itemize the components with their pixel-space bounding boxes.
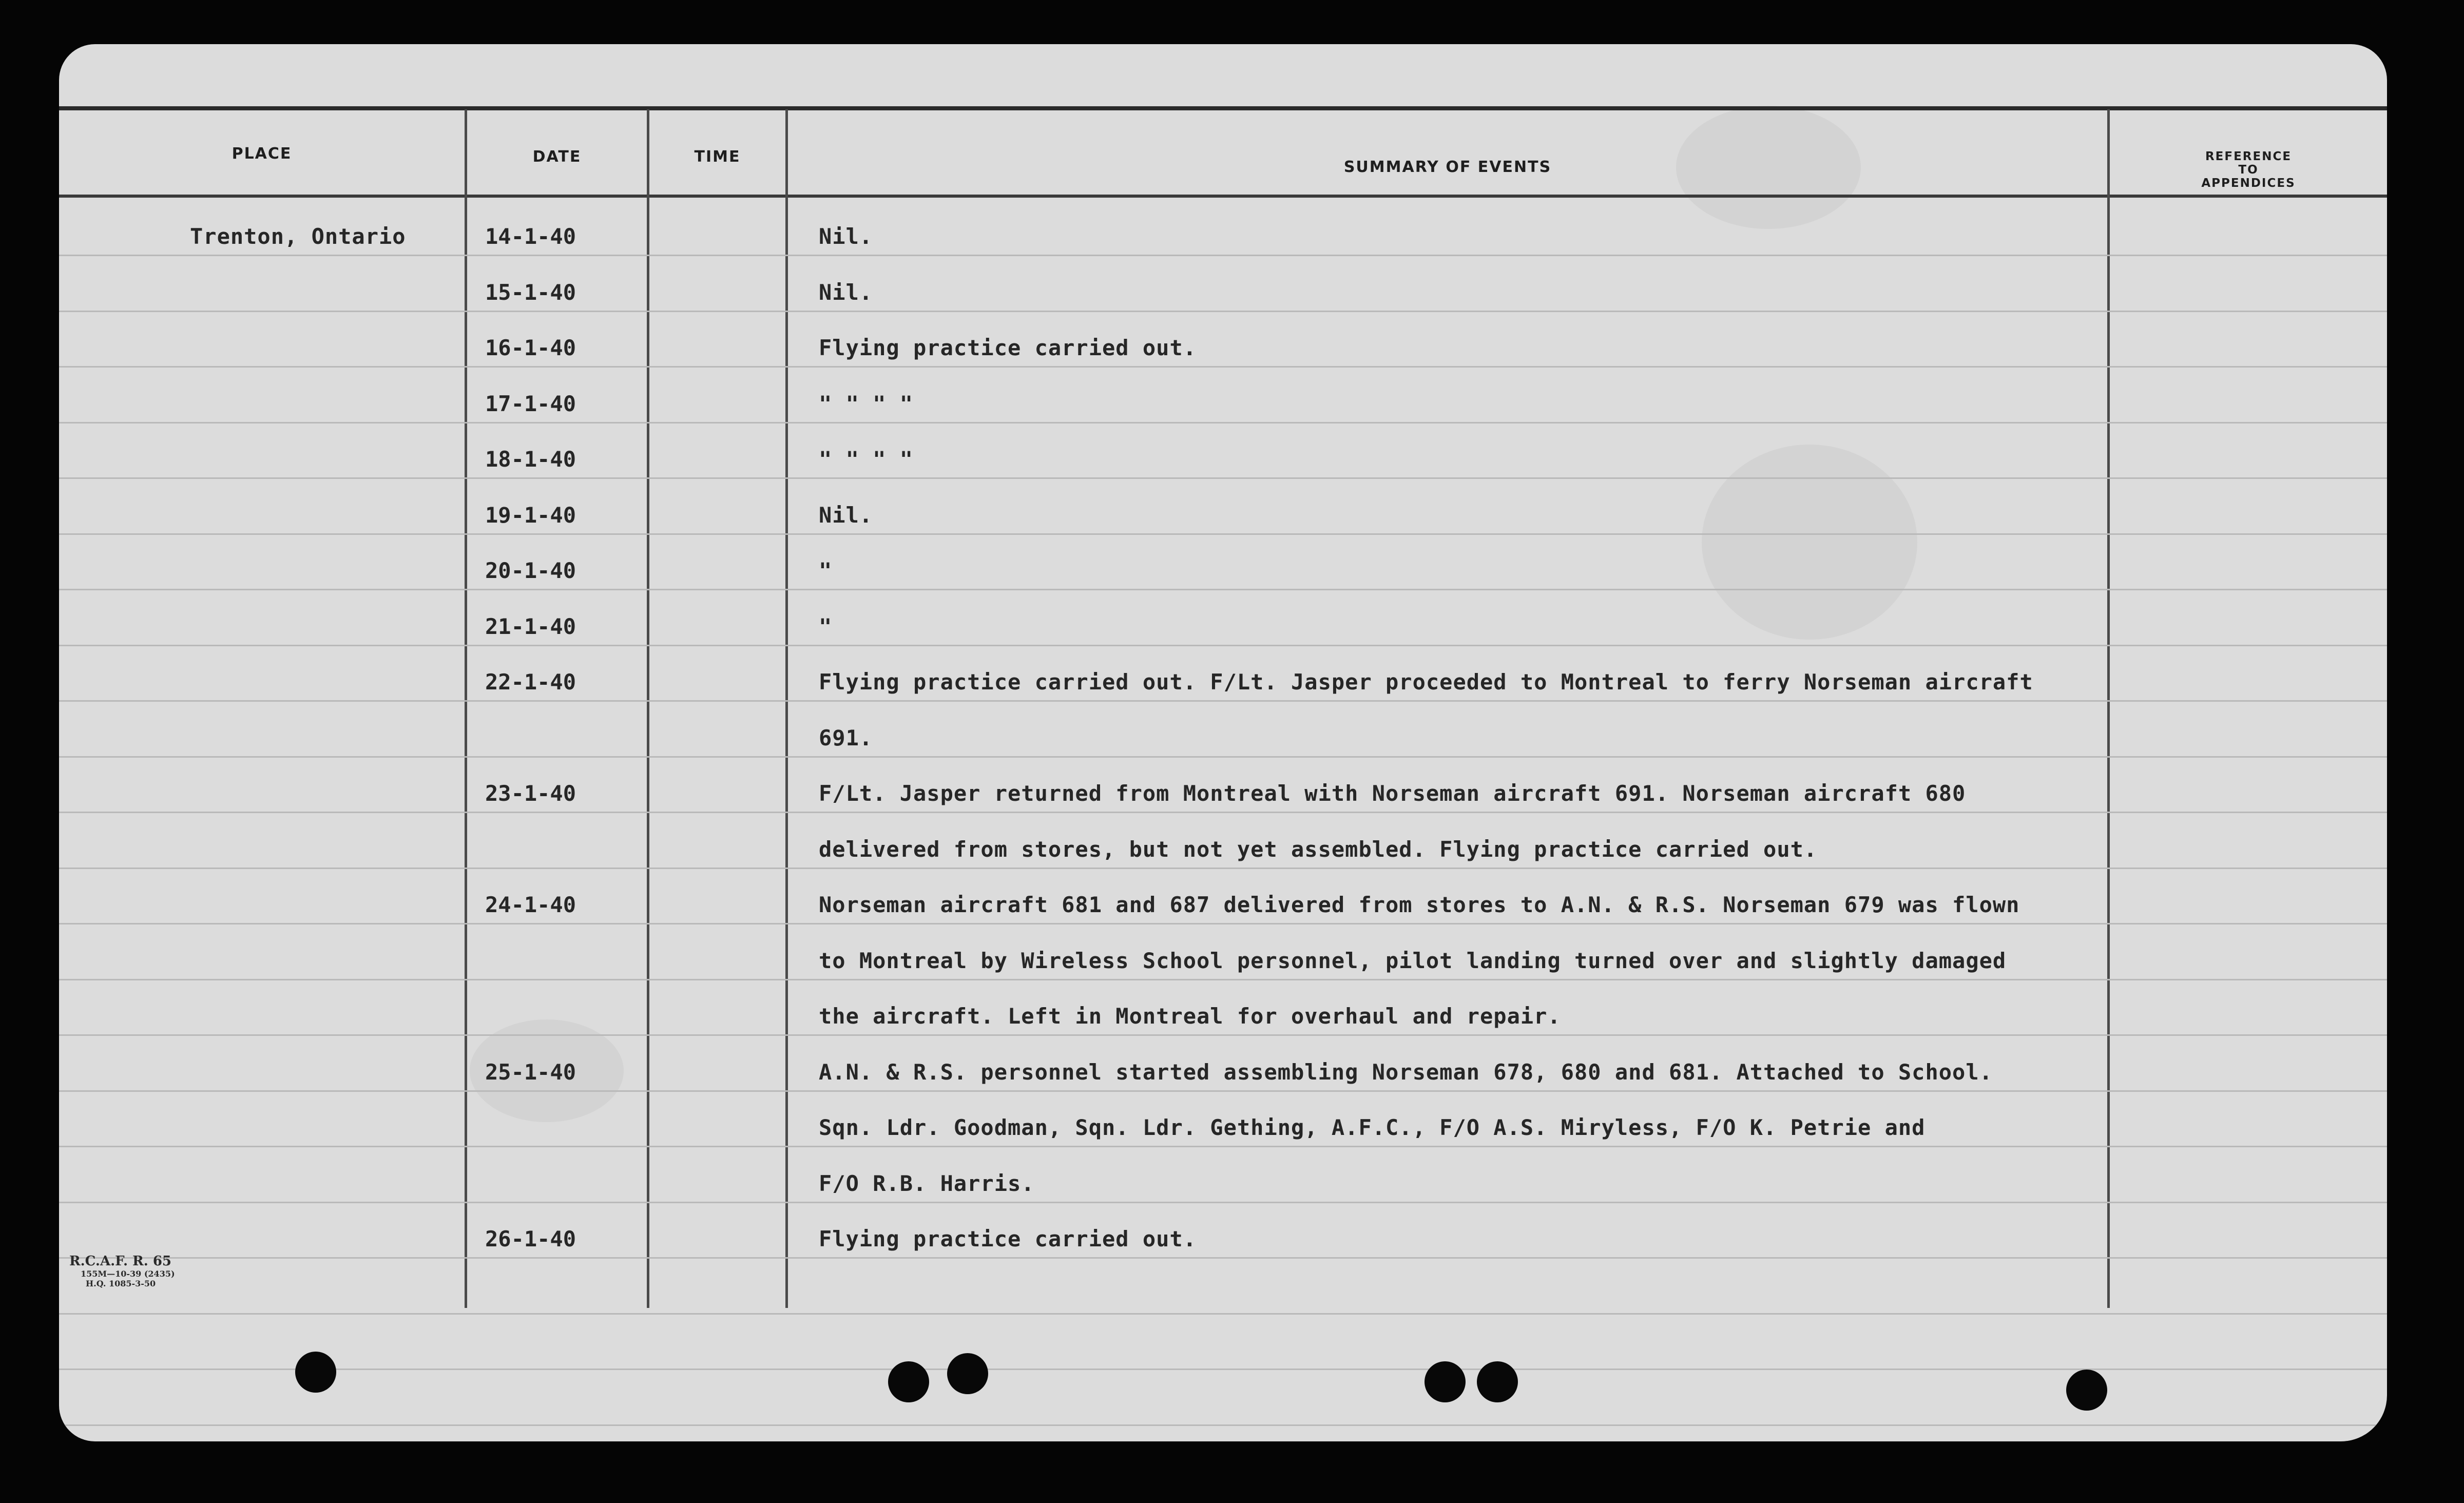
entry-text-line: 691.: [819, 725, 873, 750]
entry-text-line: Nil.: [819, 280, 873, 305]
ruled-line: [59, 477, 2387, 479]
ruled-line: [59, 1034, 2387, 1036]
binder-hole: [947, 1353, 988, 1394]
entry-date: 25-1-40: [485, 1059, 576, 1085]
entry-date: 18-1-40: [485, 447, 576, 472]
ruled-line: [59, 1369, 2387, 1370]
entry-date: 24-1-40: [485, 892, 576, 917]
operations-record-card: [59, 44, 2387, 1441]
ruled-line: [59, 868, 2387, 869]
place-value: Trenton, Ontario: [190, 224, 406, 249]
entry-date: 26-1-40: [485, 1226, 576, 1251]
ruled-line: [59, 979, 2387, 980]
entry-text-line: " " " ": [819, 391, 914, 416]
ruled-line: [59, 533, 2387, 535]
ruled-line: [59, 645, 2387, 646]
ruled-line: [59, 812, 2387, 813]
entry-date: 19-1-40: [485, 503, 576, 528]
form-id-line: H.Q. 1085-3-50: [86, 1279, 156, 1288]
entry-text-line: Flying practice carried out.: [819, 335, 1197, 360]
entry-date: 23-1-40: [485, 781, 576, 806]
entry-text-line: A.N. & R.S. personnel started assembling Norseman 678, 680 and 681. Attached to School.: [819, 1059, 1993, 1085]
entry-date: 14-1-40: [485, 224, 576, 249]
column-divider: [465, 109, 467, 1308]
binder-hole: [888, 1361, 929, 1402]
entry-text-line: Nil.: [819, 224, 873, 249]
ruled-line: [59, 589, 2387, 590]
header-reference: [2110, 150, 2387, 190]
ruled-line: [59, 923, 2387, 924]
ruled-line: [59, 255, 2387, 256]
entry-text-line: the aircraft. Left in Montreal for overhaul and repair.: [819, 1004, 1561, 1029]
header-date: DATE: [532, 148, 582, 166]
entry-text-line: to Montreal by Wireless School personnel, pilot landing turned over and slightly damaged: [819, 948, 2007, 973]
form-id-line: 155M—10-39 (2435): [81, 1269, 175, 1279]
binder-hole: [2066, 1370, 2107, 1411]
ruled-line: [59, 1313, 2387, 1315]
binder-hole: [295, 1352, 336, 1393]
ruled-line: [59, 1424, 2387, 1426]
ruled-line: [59, 1090, 2387, 1092]
entry-text-line: F/O R.B. Harris.: [819, 1171, 1035, 1196]
entry-text-line: Flying practice carried out.: [819, 1226, 1197, 1251]
entry-text-line: ": [819, 558, 833, 583]
ruled-line: [59, 1257, 2387, 1259]
entry-text-line: " " " ": [819, 447, 914, 472]
header-reference-line: APPENDICES: [2201, 177, 2296, 190]
binder-hole: [1477, 1361, 1518, 1402]
column-divider: [2107, 109, 2110, 1308]
entry-text-line: Flying practice carried out. F/Lt. Jasper proceeded to Montreal to ferry Norseman aircraft: [819, 669, 2033, 695]
header-bottom-border: [59, 195, 2387, 198]
ruled-line: [59, 756, 2387, 758]
ruled-line: [59, 1202, 2387, 1203]
ruled-line: [59, 422, 2387, 423]
header-reference-line: TO: [2238, 163, 2259, 177]
entry-text-line: Sqn. Ldr. Goodman, Sqn. Ldr. Gething, A.F.C., F/O A.S. Miryless, F/O K. Petrie and: [819, 1115, 1926, 1140]
header-time: TIME: [694, 148, 741, 166]
entry-date: 17-1-40: [485, 391, 576, 416]
header-top-border: [59, 106, 2387, 110]
entry-date: 20-1-40: [485, 558, 576, 583]
ruled-line: [59, 700, 2387, 702]
header-summary: SUMMARY OF EVENTS: [1343, 158, 1552, 176]
ruled-line: [59, 366, 2387, 368]
ruled-line: [59, 1146, 2387, 1147]
entry-text-line: ": [819, 614, 833, 639]
entry-date: 21-1-40: [485, 614, 576, 639]
header-place: PLACE: [232, 145, 292, 163]
entry-date: 15-1-40: [485, 280, 576, 305]
entry-text-line: Nil.: [819, 503, 873, 528]
column-divider: [785, 109, 788, 1308]
entry-date: 16-1-40: [485, 335, 576, 360]
entry-text-line: delivered from stores, but not yet assembled. Flying practice carried out.: [819, 837, 1818, 862]
entry-text-line: F/Lt. Jasper returned from Montreal with Norseman aircraft 691. Norseman aircraft 680: [819, 781, 1966, 806]
form-id-line: R.C.A.F. R. 65: [69, 1254, 172, 1269]
column-divider: [647, 109, 649, 1308]
entry-date: 22-1-40: [485, 669, 576, 695]
header-reference-line: REFERENCE: [2205, 150, 2292, 163]
entry-text-line: Norseman aircraft 681 and 687 delivered from stores to A.N. & R.S. Norseman 679 was flown: [819, 892, 2020, 917]
binder-hole: [1424, 1361, 1466, 1402]
form-id: [69, 1254, 175, 1288]
ruled-line: [59, 311, 2387, 312]
stain: [1702, 445, 1917, 640]
